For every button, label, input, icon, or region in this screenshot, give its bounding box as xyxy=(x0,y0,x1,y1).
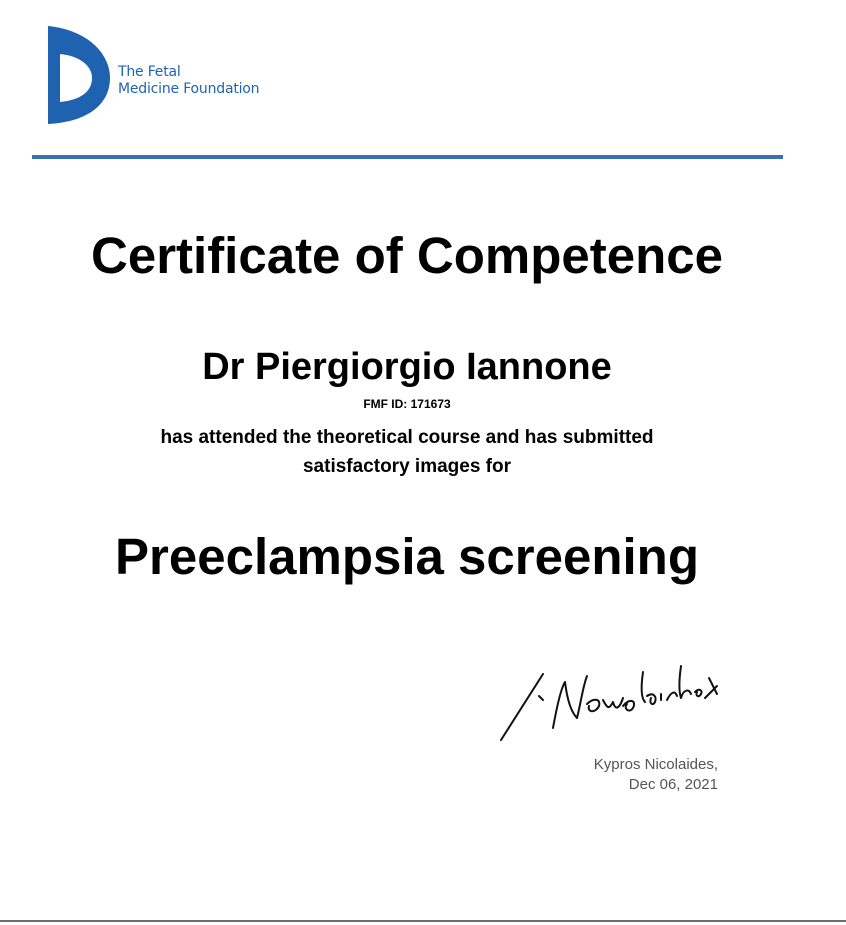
signatory-block xyxy=(594,755,718,795)
certificate-title: Certificate of Competence xyxy=(91,227,723,284)
signature-date: Dec 06, 2021 xyxy=(628,776,718,793)
fmf-id: FMF ID: 171673 xyxy=(363,397,451,411)
fmf-logo-icon xyxy=(48,26,110,124)
recipient-name: Dr Piergiorgio Iannone xyxy=(202,346,612,388)
statement-line-1: has attended the theoretical course and has submitted xyxy=(160,427,654,448)
fmf-logo xyxy=(48,26,288,126)
logo-line-1: The Fetal xyxy=(118,64,181,80)
statement-line-2: satisfactory images for xyxy=(302,456,512,477)
logo-wordmark xyxy=(118,64,259,98)
course-name: Preeclampsia screening xyxy=(115,528,699,585)
handwritten-signature xyxy=(495,636,725,751)
signatory-name: Kypros Nicolaides, xyxy=(593,756,718,773)
logo-line-2: Medicine Foundation xyxy=(118,81,260,97)
certificate-statement xyxy=(0,423,814,481)
page-bottom-border xyxy=(0,920,846,922)
header-divider xyxy=(32,155,783,159)
